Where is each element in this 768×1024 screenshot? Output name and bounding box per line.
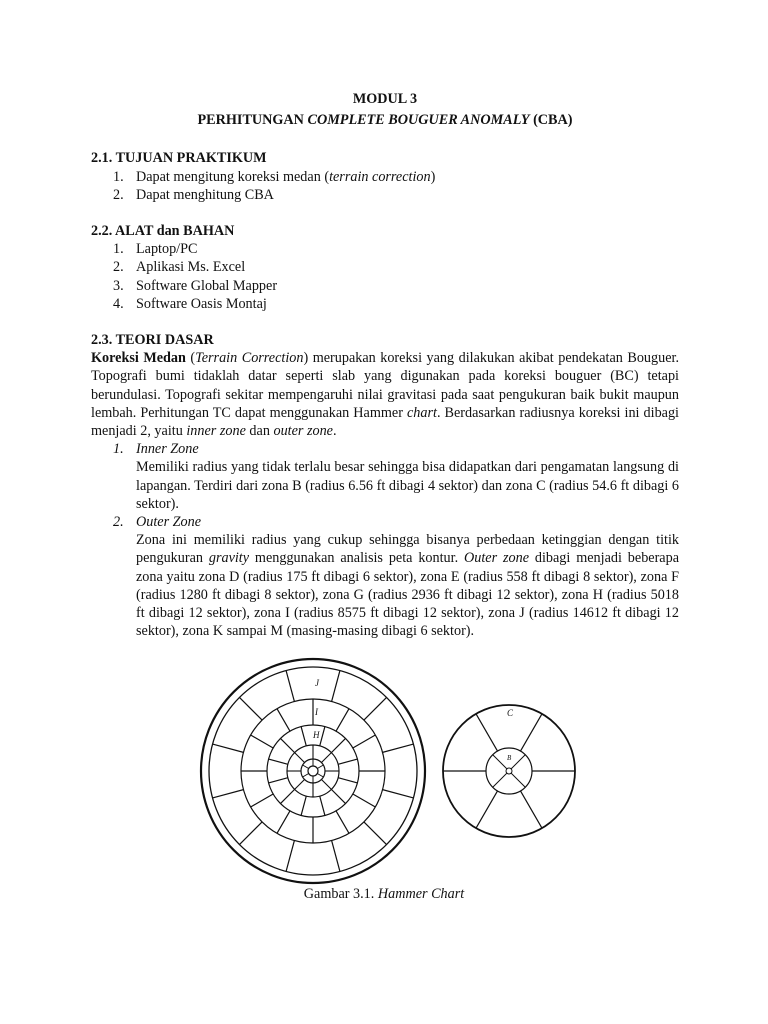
list-item: 3. Software Global Mapper xyxy=(113,277,278,294)
section-heading: 2.2. ALAT dan BAHAN xyxy=(91,223,235,240)
zone-label-j: J xyxy=(315,678,319,688)
zone-label-b: B xyxy=(507,754,512,762)
body-paragraph: Koreksi Medan (Terrain Correction) merupakan koreksi yang dilakukan akibat pendekatan Bouguer. Topografi bumi tidaklah datar seperti slab yang digunakan pada koreksi bouguer (BC) tetapi berundulasi. Topografi sekitar mempengaruhi nilai gravitasi pada saat pengukuran baik bukit maupun lembah. Perhitungan TC dapat menggunakan Hammer chart. Berdasarkan radiusnya koreksi ini dibagi menjadi 2, yaitu inner zone dan outer zone. xyxy=(91,350,679,440)
zone-label-h: H xyxy=(313,730,320,740)
zone-title: Outer Zone xyxy=(136,514,202,531)
figure-caption: Gambar 3.1. Hammer Chart xyxy=(303,886,465,902)
zone-label-i: I xyxy=(315,707,318,717)
list-item: 1. Dapat mengitung koreksi medan (terrain correction) xyxy=(113,168,436,185)
zone-item-inner: 1. Inner Zone Memiliki radius yang tidak terlalu besar sehingga bisa didapatkan dari pengamatan langsung di lapangan. Terdiri dari zona B (radius 6.56 ft dibagi 4 sektor) dan zona C (radius 54.6 ft dibagi 6 sektor). xyxy=(113,441,679,512)
hammer-chart-inner xyxy=(443,705,575,837)
hammer-chart-outer xyxy=(201,659,425,883)
module-title: MODUL 3 xyxy=(352,91,418,107)
zone-item-outer: 2. Outer Zone Zona ini memiliki radius yang cukup sehingga bisanya perbedaan ketinggian dengan titik pengukuran gravity menggunakan analisis peta kontur. Outer zone dibagi menjadi beberapa zona yaitu zona D (radius 175 ft dibagi 6 sektor), zona E (radius 558 ft dibagi 8 sektor), zona F (radius 1280 ft dibagi 8 sektor), zona G (radius 2936 ft dibagi 12 sektor), zona H (radius 5018 ft dibagi 12 sektor), zona I (radius 8575 ft dibagi 12 sektor), zona J (radius 14612 ft dibagi 12 sektor), zona K sampai M (masing-masing dibagi 6 sektor). xyxy=(113,514,679,640)
zone-description: Memiliki radius yang tidak terlalu besar sehingga bisa didapatkan dari pengamatan langsung di lapangan. Terdiri dari zona B (radius 6.56 ft dibagi 4 sektor) dan zona C (radius 54.6 ft dibagi 6 sektor). xyxy=(136,459,679,512)
zone-title: Inner Zone xyxy=(136,441,199,458)
list-item: 2. Dapat menghitung CBA xyxy=(113,186,274,203)
section-heading: 2.3. TEORI DASAR xyxy=(91,332,214,349)
list-item: 4. Software Oasis Montaj xyxy=(113,295,267,312)
list-item: 1. Laptop/PC xyxy=(113,241,198,258)
section-heading: 2.1. TUJUAN PRAKTIKUM xyxy=(91,150,267,167)
zone-label-c: C xyxy=(507,708,514,718)
module-subtitle: PERHITUNGAN COMPLETE BOUGUER ANOMALY (CBA) xyxy=(197,112,573,129)
zone-description: Zona ini memiliki radius yang cukup sehingga bisanya perbedaan ketinggian dengan titik pengukuran gravity menggunakan analisis peta kontur. Outer zone dibagi menjadi beberapa zona yaitu zona D (radius 175 ft dibagi 6 sektor), zona E (radius 558 ft dibagi 8 sektor), zona F (radius 1280 ft dibagi 8 sektor), zona G (radius 2936 ft dibagi 12 sektor), zona H (radius 5018 ft dibagi 12 sektor), zona I (radius 8575 ft dibagi 12 sektor), zona J (radius 14612 ft dibagi 12 sektor), zona K sampai M (masing-masing dibagi 6 sektor). xyxy=(136,532,679,640)
list-item: 2. Aplikasi Ms. Excel xyxy=(113,259,246,276)
